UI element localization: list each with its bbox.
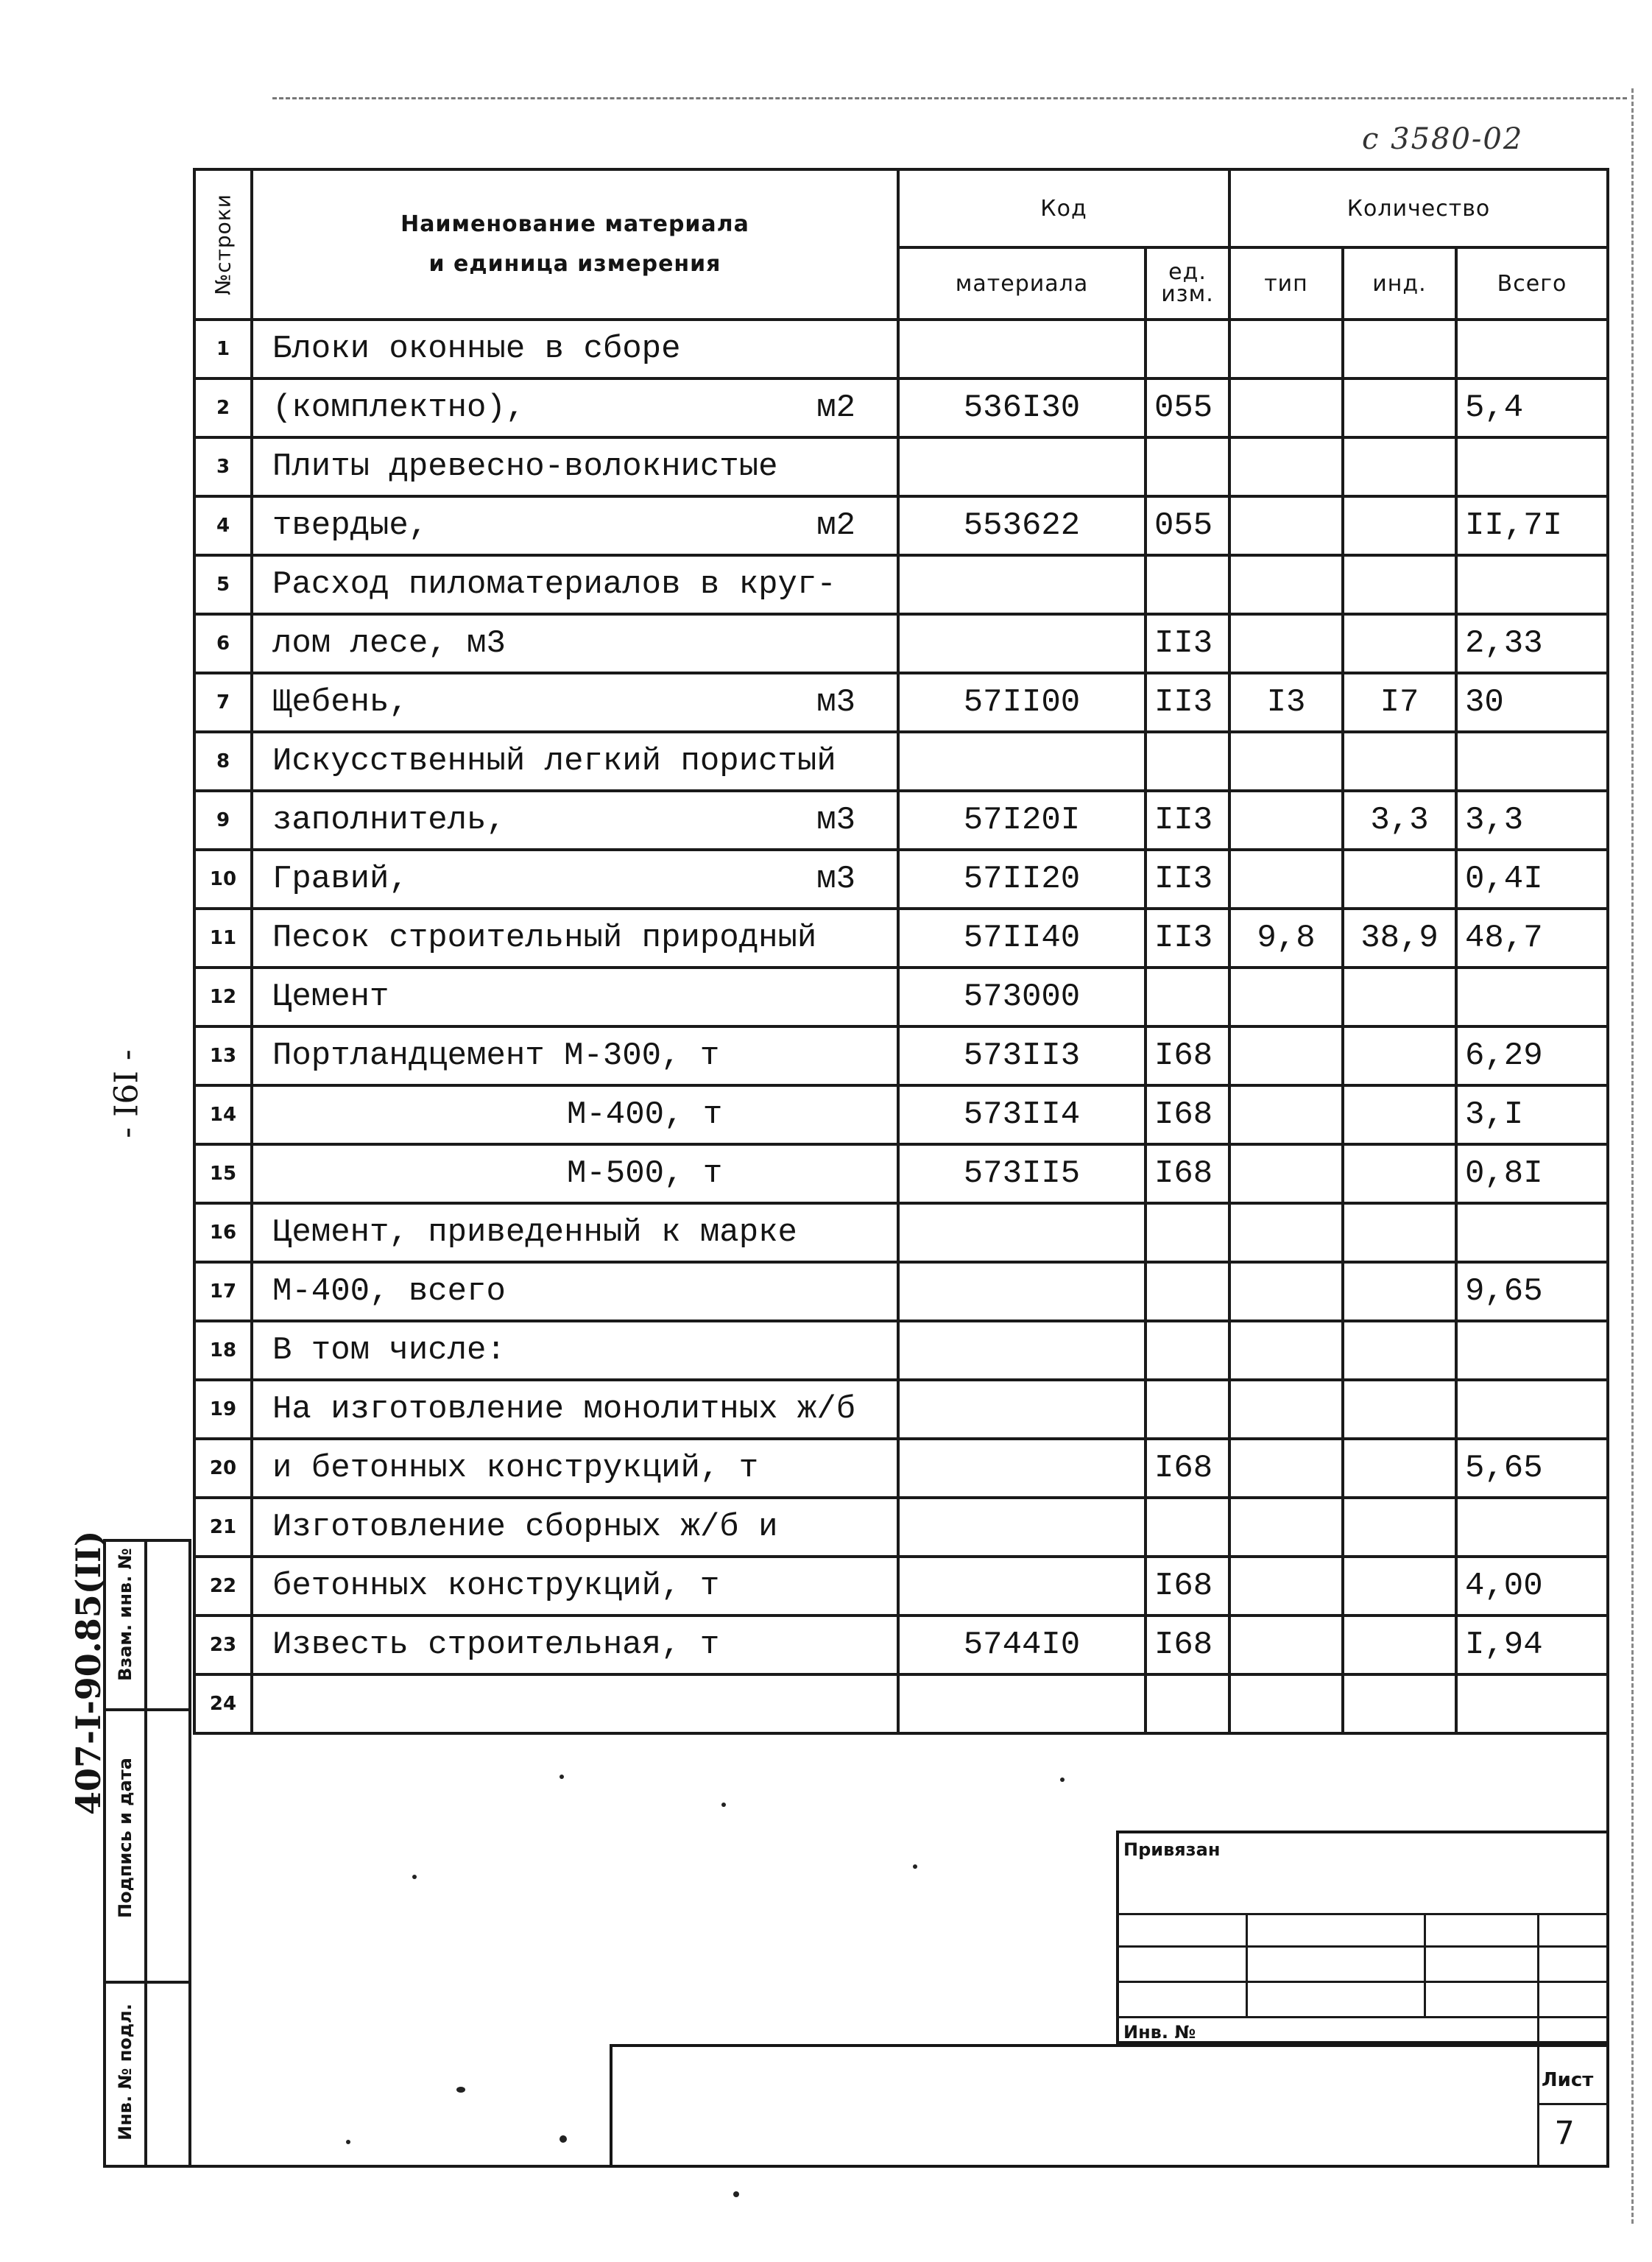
material-code: 573000 bbox=[898, 968, 1146, 1026]
material-code: 573II4 bbox=[898, 1085, 1146, 1144]
materials-table bbox=[193, 168, 1609, 1735]
header-row-1 bbox=[194, 169, 1608, 247]
quantity-ind bbox=[1343, 1439, 1456, 1498]
title-block-line-3 bbox=[1116, 1981, 1609, 1983]
quantity-type bbox=[1229, 1557, 1343, 1616]
unit-code bbox=[1146, 1380, 1229, 1439]
header-type: тип bbox=[1229, 247, 1343, 320]
quantity-total: 2,33 bbox=[1456, 614, 1608, 673]
quantity-type bbox=[1229, 1674, 1343, 1733]
quantity-ind bbox=[1343, 320, 1456, 378]
material-name-cell bbox=[252, 437, 898, 496]
quantity-type bbox=[1229, 850, 1343, 909]
quantity-total bbox=[1456, 437, 1608, 496]
table-row bbox=[194, 437, 1608, 496]
row-number: 18 bbox=[194, 1321, 252, 1380]
quantity-total bbox=[1456, 1498, 1608, 1557]
table-row bbox=[194, 1203, 1608, 1262]
title-block-attached bbox=[1116, 1831, 1609, 2044]
material-name-cell bbox=[252, 320, 898, 378]
table-row bbox=[194, 1144, 1608, 1203]
scan-speck bbox=[560, 1775, 564, 1779]
quantity-type bbox=[1229, 1262, 1343, 1321]
row-number: 1 bbox=[194, 320, 252, 378]
quantity-type bbox=[1229, 1439, 1343, 1498]
header-name-cell bbox=[252, 169, 898, 320]
quantity-total bbox=[1456, 968, 1608, 1026]
quantity-ind bbox=[1343, 850, 1456, 909]
material-code bbox=[898, 1498, 1146, 1557]
material-name-cell bbox=[252, 1144, 898, 1203]
left-margin-divider bbox=[144, 1539, 147, 2168]
top-dashed-line bbox=[272, 97, 1627, 99]
material-code bbox=[898, 437, 1146, 496]
header-total: Всего bbox=[1456, 247, 1608, 320]
archive-stamp: с 3580-02 bbox=[1362, 122, 1524, 156]
unit-code bbox=[1146, 968, 1229, 1026]
quantity-ind: 38,9 bbox=[1343, 909, 1456, 968]
material-name-line bbox=[272, 448, 897, 485]
row-number: 24 bbox=[194, 1674, 252, 1733]
table-row bbox=[194, 909, 1608, 968]
quantity-type bbox=[1229, 1203, 1343, 1262]
quantity-type bbox=[1229, 437, 1343, 496]
table-row bbox=[194, 614, 1608, 673]
quantity-total: 6,29 bbox=[1456, 1026, 1608, 1085]
unit-code bbox=[1146, 1203, 1229, 1262]
table-row bbox=[194, 1026, 1608, 1085]
quantity-ind bbox=[1343, 1262, 1456, 1321]
quantity-total: 0,4I bbox=[1456, 850, 1608, 909]
material-name-line bbox=[272, 1155, 897, 1192]
material-unit: м2 bbox=[816, 390, 855, 426]
unit-code: I68 bbox=[1146, 1144, 1229, 1203]
material-name-cell bbox=[252, 732, 898, 791]
scan-speck bbox=[560, 2135, 567, 2143]
material-name: Цемент bbox=[272, 979, 389, 1015]
quantity-type bbox=[1229, 1380, 1343, 1439]
quantity-ind bbox=[1343, 378, 1456, 437]
scan-speck bbox=[346, 2140, 350, 2144]
table-row bbox=[194, 968, 1608, 1026]
unit-code: I68 bbox=[1146, 1085, 1229, 1144]
material-name-line bbox=[272, 1096, 897, 1133]
quantity-type bbox=[1229, 1144, 1343, 1203]
quantity-ind bbox=[1343, 732, 1456, 791]
quantity-total: 3,3 bbox=[1456, 791, 1608, 850]
quantity-type bbox=[1229, 732, 1343, 791]
row-number: 8 bbox=[194, 732, 252, 791]
quantity-ind bbox=[1343, 1380, 1456, 1439]
material-name: Гравий, bbox=[272, 861, 409, 898]
material-code bbox=[898, 1321, 1146, 1380]
attached-label: Привязан bbox=[1123, 1839, 1221, 1860]
sheet-box-divider bbox=[1537, 2103, 1609, 2105]
quantity-type bbox=[1229, 1026, 1343, 1085]
left-margin-podpis-data: Подпись и дата bbox=[115, 1758, 135, 1918]
quantity-type bbox=[1229, 1498, 1343, 1557]
material-name-line bbox=[272, 802, 897, 839]
table-row bbox=[194, 1557, 1608, 1616]
quantity-type bbox=[1229, 968, 1343, 1026]
left-margin-sep-1 bbox=[103, 1708, 191, 1711]
quantity-type bbox=[1229, 496, 1343, 555]
left-margin-inv-podl: Инв. № подл. bbox=[115, 2004, 135, 2141]
quantity-ind bbox=[1343, 1203, 1456, 1262]
row-number: 19 bbox=[194, 1380, 252, 1439]
unit-code: I68 bbox=[1146, 1026, 1229, 1085]
scan-speck bbox=[721, 1803, 726, 1807]
right-edge-line bbox=[1631, 88, 1634, 2224]
unit-code bbox=[1146, 555, 1229, 614]
material-name-cell bbox=[252, 1321, 898, 1380]
inv-label: Инв. № bbox=[1123, 2022, 1196, 2043]
table-row bbox=[194, 1262, 1608, 1321]
row-number: 16 bbox=[194, 1203, 252, 1262]
material-code: 553622 bbox=[898, 496, 1146, 555]
unit-code: II3 bbox=[1146, 673, 1229, 732]
material-name: Блоки оконные в сборе bbox=[272, 331, 681, 367]
table-row bbox=[194, 496, 1608, 555]
material-code: 57I20I bbox=[898, 791, 1146, 850]
material-name: Изготовление сборных ж/б и bbox=[272, 1509, 778, 1546]
material-name-line bbox=[272, 979, 897, 1015]
material-name-line bbox=[272, 1568, 897, 1604]
quantity-ind: I7 bbox=[1343, 673, 1456, 732]
sheet-label: Лист bbox=[1542, 2069, 1594, 2091]
table-row bbox=[194, 732, 1608, 791]
quantity-total: II,7I bbox=[1456, 496, 1608, 555]
table-row bbox=[194, 378, 1608, 437]
row-number: 13 bbox=[194, 1026, 252, 1085]
material-name: заполнитель, bbox=[272, 802, 506, 839]
header-unit-cell bbox=[1146, 247, 1229, 320]
material-name-line bbox=[272, 1627, 897, 1663]
material-unit: м3 bbox=[816, 684, 855, 721]
row-number: 17 bbox=[194, 1262, 252, 1321]
quantity-total: 0,8I bbox=[1456, 1144, 1608, 1203]
material-name-line bbox=[272, 1273, 897, 1310]
material-name: Плиты древесно-волокнистые bbox=[272, 448, 778, 485]
material-name-line bbox=[272, 331, 897, 367]
unit-code: 055 bbox=[1146, 496, 1229, 555]
header-code: Код bbox=[898, 169, 1229, 247]
quantity-ind bbox=[1343, 1144, 1456, 1203]
header-name-line1: Наименование материала bbox=[400, 211, 749, 237]
row-number: 6 bbox=[194, 614, 252, 673]
document-designation: 407-I-90.85(II) bbox=[68, 1530, 108, 1815]
material-name: (комплектно), bbox=[272, 390, 526, 426]
quantity-type: I3 bbox=[1229, 673, 1343, 732]
title-block-line-2 bbox=[1116, 1945, 1609, 1948]
quantity-total bbox=[1456, 1674, 1608, 1733]
material-name-cell bbox=[252, 496, 898, 555]
material-code: 57II40 bbox=[898, 909, 1146, 968]
unit-code: I68 bbox=[1146, 1616, 1229, 1674]
unit-code bbox=[1146, 1674, 1229, 1733]
quantity-ind: 3,3 bbox=[1343, 791, 1456, 850]
table-body bbox=[194, 320, 1608, 1733]
scan-speck bbox=[1060, 1777, 1065, 1782]
material-code bbox=[898, 732, 1146, 791]
material-code bbox=[898, 1439, 1146, 1498]
quantity-total bbox=[1456, 1380, 1608, 1439]
material-name-cell bbox=[252, 1085, 898, 1144]
sheet-number: 7 bbox=[1555, 2115, 1575, 2152]
material-name: М-400, всего bbox=[272, 1273, 506, 1310]
quantity-total bbox=[1456, 732, 1608, 791]
quantity-ind bbox=[1343, 1674, 1456, 1733]
row-number: 22 bbox=[194, 1557, 252, 1616]
unit-code: II3 bbox=[1146, 614, 1229, 673]
row-number: 20 bbox=[194, 1439, 252, 1498]
material-name-cell bbox=[252, 1674, 898, 1733]
quantity-ind bbox=[1343, 555, 1456, 614]
material-code bbox=[898, 1203, 1146, 1262]
quantity-total: 5,65 bbox=[1456, 1439, 1608, 1498]
row-number: 10 bbox=[194, 850, 252, 909]
quantity-type bbox=[1229, 378, 1343, 437]
quantity-type bbox=[1229, 320, 1343, 378]
material-name-line bbox=[272, 566, 897, 603]
quantity-total: 30 bbox=[1456, 673, 1608, 732]
material-name-cell bbox=[252, 1262, 898, 1321]
material-name: и бетонных конструкций, т bbox=[272, 1450, 759, 1487]
table-row bbox=[194, 1439, 1608, 1498]
title-block-vline-2 bbox=[1424, 1913, 1426, 2018]
quantity-ind bbox=[1343, 496, 1456, 555]
table-row bbox=[194, 1498, 1608, 1557]
material-name-cell bbox=[252, 968, 898, 1026]
title-block-line-1 bbox=[1116, 1913, 1609, 1915]
quantity-type bbox=[1229, 1616, 1343, 1674]
quantity-total: I,94 bbox=[1456, 1616, 1608, 1674]
material-code: 573II3 bbox=[898, 1026, 1146, 1085]
row-number: 4 bbox=[194, 496, 252, 555]
quantity-total bbox=[1456, 1321, 1608, 1380]
unit-code: I68 bbox=[1146, 1557, 1229, 1616]
material-code bbox=[898, 1380, 1146, 1439]
header-unit-line2: изм. bbox=[1161, 281, 1214, 308]
quantity-ind bbox=[1343, 437, 1456, 496]
scan-speck bbox=[733, 2191, 739, 2197]
table-row bbox=[194, 791, 1608, 850]
row-number: 21 bbox=[194, 1498, 252, 1557]
material-code bbox=[898, 1262, 1146, 1321]
material-name-line bbox=[272, 920, 897, 956]
material-code: 536I30 bbox=[898, 378, 1146, 437]
unit-code bbox=[1146, 1498, 1229, 1557]
unit-code bbox=[1146, 1321, 1229, 1380]
material-code bbox=[898, 1557, 1146, 1616]
material-name-cell bbox=[252, 850, 898, 909]
table-row bbox=[194, 850, 1608, 909]
quantity-ind bbox=[1343, 614, 1456, 673]
scan-speck bbox=[456, 2087, 465, 2093]
material-name-line bbox=[272, 1391, 897, 1428]
material-name-line bbox=[272, 507, 897, 544]
material-name-line bbox=[272, 1214, 897, 1251]
unit-code bbox=[1146, 320, 1229, 378]
material-code bbox=[898, 614, 1146, 673]
material-name-cell bbox=[252, 614, 898, 673]
main-stamp-box bbox=[610, 2044, 1609, 2168]
material-name: Песок строительный природный bbox=[272, 920, 817, 956]
material-name: М-400, т bbox=[567, 1096, 723, 1133]
table-row bbox=[194, 1380, 1608, 1439]
material-code bbox=[898, 555, 1146, 614]
material-name: Цемент, приведенный к марке bbox=[272, 1214, 797, 1251]
scan-speck bbox=[412, 1875, 417, 1879]
material-name-cell bbox=[252, 673, 898, 732]
header-row-number-cell bbox=[194, 169, 252, 320]
material-name: Портландцемент М-300, т bbox=[272, 1037, 720, 1074]
material-name-line bbox=[272, 743, 897, 780]
header-quantity: Количество bbox=[1229, 169, 1608, 247]
quantity-type: 9,8 bbox=[1229, 909, 1343, 968]
header-row-number: №строки bbox=[211, 194, 236, 295]
quantity-type bbox=[1229, 791, 1343, 850]
material-code: 57II00 bbox=[898, 673, 1146, 732]
quantity-total: 48,7 bbox=[1456, 909, 1608, 968]
row-number: 5 bbox=[194, 555, 252, 614]
unit-code: 055 bbox=[1146, 378, 1229, 437]
header-name-line2: и единица измерения bbox=[428, 251, 721, 277]
material-name: твердые, bbox=[272, 507, 428, 544]
material-name-cell bbox=[252, 909, 898, 968]
row-number: 7 bbox=[194, 673, 252, 732]
quantity-ind bbox=[1343, 968, 1456, 1026]
material-name-cell bbox=[252, 1026, 898, 1085]
material-name: В том числе: bbox=[272, 1332, 506, 1369]
unit-code bbox=[1146, 1262, 1229, 1321]
row-number: 2 bbox=[194, 378, 252, 437]
quantity-ind bbox=[1343, 1557, 1456, 1616]
table-row bbox=[194, 1616, 1608, 1674]
unit-code: I68 bbox=[1146, 1439, 1229, 1498]
material-unit: м3 bbox=[816, 802, 855, 839]
quantity-ind bbox=[1343, 1616, 1456, 1674]
material-name-line bbox=[272, 861, 897, 898]
material-name-cell bbox=[252, 1203, 898, 1262]
material-name-line bbox=[272, 684, 897, 721]
material-code bbox=[898, 1674, 1146, 1733]
quantity-total: 9,65 bbox=[1456, 1262, 1608, 1321]
unit-code bbox=[1146, 732, 1229, 791]
header-material: материала bbox=[898, 247, 1146, 320]
header-unit-line1: ед. bbox=[1168, 259, 1207, 286]
material-name: лом лесе, м3 bbox=[272, 625, 506, 662]
material-name-line bbox=[272, 390, 897, 426]
side-page-number: - I6I - bbox=[107, 1049, 146, 1138]
quantity-type bbox=[1229, 1085, 1343, 1144]
material-name: Щебень, bbox=[272, 684, 409, 721]
material-name-cell bbox=[252, 1557, 898, 1616]
material-name: Искусственный легкий пористый bbox=[272, 743, 836, 780]
row-number: 15 bbox=[194, 1144, 252, 1203]
quantity-total bbox=[1456, 1203, 1608, 1262]
quantity-total: 4,00 bbox=[1456, 1557, 1608, 1616]
material-code: 5744I0 bbox=[898, 1616, 1146, 1674]
scan-speck bbox=[913, 1864, 917, 1869]
row-number: 14 bbox=[194, 1085, 252, 1144]
material-name-cell bbox=[252, 1498, 898, 1557]
title-block-vline-1 bbox=[1246, 1913, 1248, 2018]
material-name-line bbox=[272, 1509, 897, 1546]
left-margin-sep-2 bbox=[103, 1981, 191, 1984]
quantity-total: 5,4 bbox=[1456, 378, 1608, 437]
material-unit: м3 bbox=[816, 861, 855, 898]
unit-code: II3 bbox=[1146, 850, 1229, 909]
material-name: Известь строительная, т bbox=[272, 1627, 720, 1663]
material-code: 573II5 bbox=[898, 1144, 1146, 1203]
material-name: М-500, т bbox=[567, 1155, 723, 1192]
material-code bbox=[898, 320, 1146, 378]
quantity-ind bbox=[1343, 1498, 1456, 1557]
material-name-cell bbox=[252, 555, 898, 614]
material-name-line bbox=[272, 1450, 897, 1487]
table-row bbox=[194, 673, 1608, 732]
quantity-ind bbox=[1343, 1321, 1456, 1380]
material-name-line bbox=[272, 1037, 897, 1074]
quantity-type bbox=[1229, 555, 1343, 614]
unit-code: II3 bbox=[1146, 791, 1229, 850]
row-number: 23 bbox=[194, 1616, 252, 1674]
material-name-cell bbox=[252, 1380, 898, 1439]
material-name-line bbox=[272, 1332, 897, 1369]
quantity-total: 3,I bbox=[1456, 1085, 1608, 1144]
table-row bbox=[194, 320, 1608, 378]
table-row bbox=[194, 1674, 1608, 1733]
header-ind: инд. bbox=[1343, 247, 1456, 320]
material-name-cell bbox=[252, 1439, 898, 1498]
row-number: 9 bbox=[194, 791, 252, 850]
left-margin-vzam-inv: Взам. инв. № bbox=[115, 1548, 135, 1681]
material-name: На изготовление монолитных ж/б bbox=[272, 1391, 856, 1428]
quantity-type bbox=[1229, 1321, 1343, 1380]
row-number: 3 bbox=[194, 437, 252, 496]
row-number: 11 bbox=[194, 909, 252, 968]
quantity-type bbox=[1229, 614, 1343, 673]
table-row bbox=[194, 1321, 1608, 1380]
material-code: 57II20 bbox=[898, 850, 1146, 909]
table-row bbox=[194, 1085, 1608, 1144]
material-name-cell bbox=[252, 791, 898, 850]
row-number: 12 bbox=[194, 968, 252, 1026]
table-row bbox=[194, 555, 1608, 614]
material-name: бетонных конструкций, т bbox=[272, 1568, 720, 1604]
quantity-ind bbox=[1343, 1085, 1456, 1144]
material-name-cell bbox=[252, 378, 898, 437]
quantity-total bbox=[1456, 320, 1608, 378]
unit-code: II3 bbox=[1146, 909, 1229, 968]
material-unit: м2 bbox=[816, 507, 855, 544]
material-name: Расход пиломатериалов в круг- bbox=[272, 566, 836, 603]
title-block-line-4 bbox=[1116, 2016, 1609, 2018]
material-name-cell bbox=[252, 1616, 898, 1674]
unit-code bbox=[1146, 437, 1229, 496]
quantity-total bbox=[1456, 555, 1608, 614]
material-name-line bbox=[272, 625, 897, 662]
quantity-ind bbox=[1343, 1026, 1456, 1085]
